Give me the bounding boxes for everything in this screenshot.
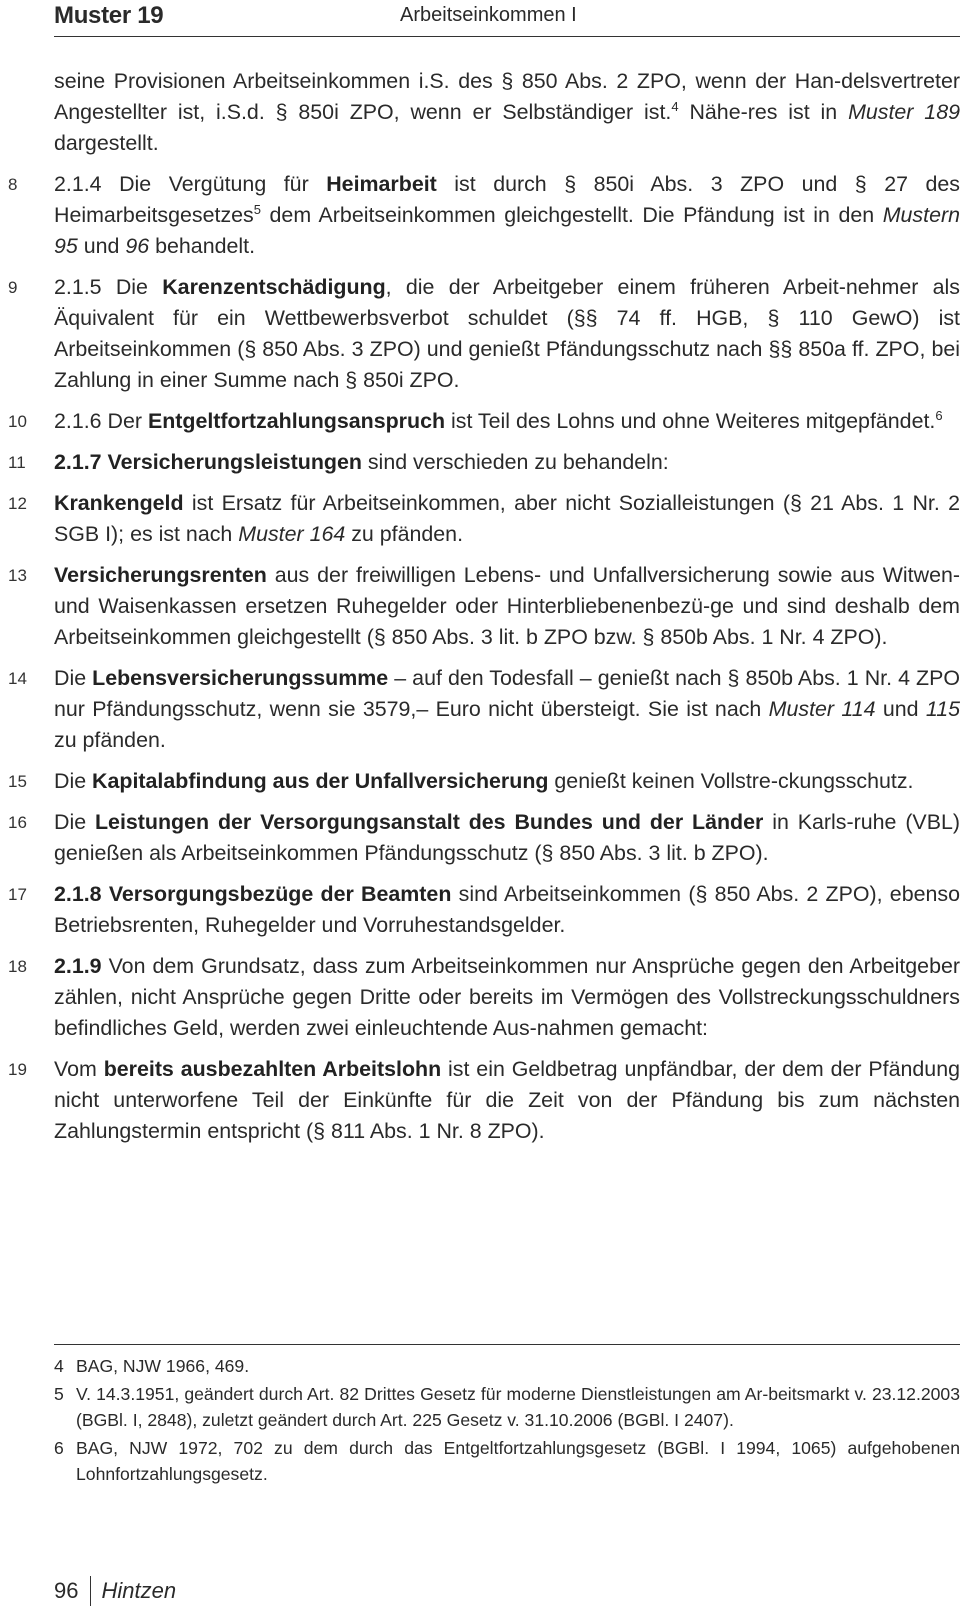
- text-run: dem Arbeitseinkommen gleichgestellt. Die Pfändung ist in den: [260, 203, 883, 227]
- bold-term: Krankengeld: [54, 491, 184, 515]
- margin-number: 9: [8, 278, 18, 297]
- footnote-text: BAG, NJW 1972, 702 zu dem durch das Entgeltfortzahlungsgesetz (BGBl. I 1994, 1065) aufgehobenen Lohnfortzahlungsgesetz.: [76, 1438, 960, 1484]
- text-run: behandelt.: [149, 234, 256, 258]
- footnote: [54, 1381, 960, 1433]
- footnote-ref: 4: [671, 99, 679, 114]
- paragraph-15: [8, 766, 960, 797]
- text-run: dargestellt.: [54, 131, 159, 155]
- footnote-text: V. 14.3.1951, geändert durch Art. 82 Drittes Gesetz für moderne Dienstleistungen am Ar-beitsmarkt v. 23.12.2003 (BGBl. I, 2848), zuletzt geändert durch Art. 225 Gesetz v. 31.10.2006 (BGBl. I 2407).: [76, 1384, 960, 1430]
- bold-term: bereits ausbezahlten Arbeitslohn: [103, 1057, 442, 1081]
- header-subtitle: Arbeitseinkommen I: [400, 4, 577, 26]
- bold-term: Heimarbeit: [326, 172, 437, 196]
- text-run: ist durch § 850i Abs. 3 ZPO und § 27 des Heimarbeitsgesetzes: [54, 172, 960, 227]
- footnote: [54, 1353, 960, 1379]
- footnotes: [54, 1344, 960, 1489]
- footer-author: Hintzen: [101, 1578, 177, 1603]
- footnote-number: 4: [54, 1356, 64, 1376]
- bold-term: 2.1.8 Versorgungsbezüge der Beamten: [54, 882, 452, 906]
- text-run: sind verschieden zu behandeln:: [361, 450, 669, 474]
- paragraph-9: [8, 272, 960, 396]
- margin-number: 12: [8, 494, 27, 513]
- text-run: ist Ersatz für Arbeitseinkommen, aber nicht Sozialleistungen (§ 21 Abs. 1 Nr. 2 SGB I); es ist nach: [54, 491, 960, 546]
- paragraph-11: [8, 447, 960, 478]
- paragraph-12: [8, 488, 960, 550]
- paragraph-8: [8, 169, 960, 262]
- text-run: zu pfänden.: [345, 522, 464, 546]
- text-run: und: [875, 697, 926, 721]
- paragraph-14: [8, 663, 960, 756]
- text-run: und: [77, 234, 126, 258]
- text-run: 2.1.5 Die: [54, 275, 163, 299]
- text-run: Von dem Grundsatz, dass zum Arbeitseinkommen nur Ansprüche gegen den Arbeitgeber zählen, nicht Ansprüche gegen Dritte oder bereits im Vermögen des Vollstreckungsschuldners befindliches Geld, werden zwei einleuchtende Aus-nahmen gemacht:: [54, 954, 960, 1040]
- bold-term: Lebensversicherungssumme: [92, 666, 389, 690]
- paragraph-13: [8, 560, 960, 653]
- text-run: 2.1.4 Die Vergütung für: [54, 172, 327, 196]
- muster-reference: 96: [125, 234, 150, 258]
- text-run: 2.1.6 Der: [54, 409, 148, 433]
- paragraph-19: [8, 1054, 960, 1147]
- text-run: zu pfänden.: [54, 728, 166, 752]
- bold-term: Leistungen der Versorgungsanstalt des Bundes und der Länder: [94, 810, 764, 834]
- text-run: Vom: [54, 1057, 104, 1081]
- body-text: [8, 66, 960, 1157]
- muster-reference: Mustern 95: [54, 203, 960, 258]
- margin-number: 8: [8, 175, 18, 194]
- footnote-ref: 6: [935, 408, 943, 423]
- paragraph-10: [8, 406, 960, 437]
- muster-reference: 115: [925, 697, 960, 721]
- footnote-number: 6: [54, 1438, 64, 1458]
- bold-term: Versicherungsrenten: [54, 563, 267, 587]
- muster-reference: Muster 114: [768, 697, 876, 721]
- margin-number: 16: [8, 813, 27, 832]
- margin-number: 14: [8, 669, 27, 688]
- margin-number: 18: [8, 957, 27, 976]
- margin-number: 19: [8, 1060, 27, 1079]
- text-run: Die: [54, 666, 93, 690]
- bold-term: Entgeltfortzahlungsanspruch: [147, 409, 446, 433]
- text-run: , die der Arbeitgeber einem früheren Arbeit-nehmer als Äquivalent für ein Wettbewerbsverbot schuldet (§§ 74 ff. HGB, § 110 GewO) ist Arbeitseinkommen (§ 850 Abs. 3 ZPO) und genießt Pfändungsschutz nach §§ 850a ff. ZPO, bei Zahlung in einer Summe nach § 850i ZPO.: [54, 275, 960, 392]
- text-run: sind Arbeitseinkommen (§ 850 Abs. 2 ZPO), ebenso Betriebsrenten, Ruhegelder und Vorruhestandsgelder.: [54, 882, 960, 937]
- bold-term: 2.1.9: [54, 954, 102, 978]
- margin-number: 13: [8, 566, 27, 585]
- text-run: Nähe-res ist in: [678, 100, 849, 124]
- text-run: ist ein Geldbetrag unpfändbar, der dem der Pfändung nicht unterworfene Teil der Einkünfte für die Zeit von der Pfändung bis zum nächsten Zahlungstermin entspricht (§ 811 Abs. 1 Nr. 8 ZPO).: [54, 1057, 960, 1143]
- text-run: Die: [54, 769, 93, 793]
- page-footer: [54, 1576, 176, 1612]
- muster-reference: Muster 164: [238, 522, 346, 546]
- header-title: Muster 19: [54, 2, 164, 29]
- paragraph-18: [8, 951, 960, 1044]
- paragraph-16: [8, 807, 960, 869]
- text-run: genießt keinen Vollstre-ckungsschutz.: [548, 769, 914, 793]
- text-run: ist Teil des Lohns und ohne Weiteres mitgepfändet.: [445, 409, 936, 433]
- footnote-ref: 5: [253, 202, 261, 217]
- footnote-text: BAG, NJW 1966, 469.: [76, 1356, 250, 1376]
- paragraph-continuation: [54, 66, 960, 159]
- margin-number: 17: [8, 885, 27, 904]
- text-run: seine Provisionen Arbeitseinkommen i.S. des § 850 Abs. 2 ZPO, wenn der Han-delsvertreter Angestellter ist, i.S.d. § 850i ZPO, wenn er Selbständiger ist.: [54, 69, 960, 124]
- footnote: [54, 1435, 960, 1487]
- text-run: – auf den Todesfall – genießt nach § 850b Abs. 1 Nr. 4 ZPO nur Pfändungsschutz, wenn sie 3579,– Euro nicht übersteigt. Sie ist nach: [54, 666, 960, 721]
- text-run: in Karls-ruhe (VBL) genießen als Arbeitseinkommen Pfändungsschutz (§ 850 Abs. 3 lit. b ZPO).: [54, 810, 960, 865]
- page-number: 96: [54, 1576, 91, 1606]
- margin-number: 11: [8, 453, 26, 472]
- text-run: aus der freiwilligen Lebens- und Unfallversicherung sowie aus Witwen- und Waisenkassen ersetzen Ruhegelder oder Hinterbliebenenbezü-ge und sind deshalb dem Arbeitseinkommen gleichgestellt (§ 850 Abs. 3 lit. b ZPO bzw. § 850b Abs. 1 Nr. 4 ZPO).: [54, 563, 960, 649]
- margin-number: 15: [8, 772, 27, 791]
- bold-term: Kapitalabfindung aus der Unfallversicherung: [92, 769, 549, 793]
- footnote-number: 5: [54, 1384, 64, 1404]
- muster-reference: Muster 189: [848, 100, 960, 124]
- bold-term: 2.1.7 Versicherungsleistungen: [54, 450, 362, 474]
- paragraph-17: [8, 879, 960, 941]
- bold-term: Karenzentschädigung: [162, 275, 386, 299]
- text-run: Die: [54, 810, 95, 834]
- margin-number: 10: [8, 412, 27, 431]
- page-header: [54, 0, 960, 37]
